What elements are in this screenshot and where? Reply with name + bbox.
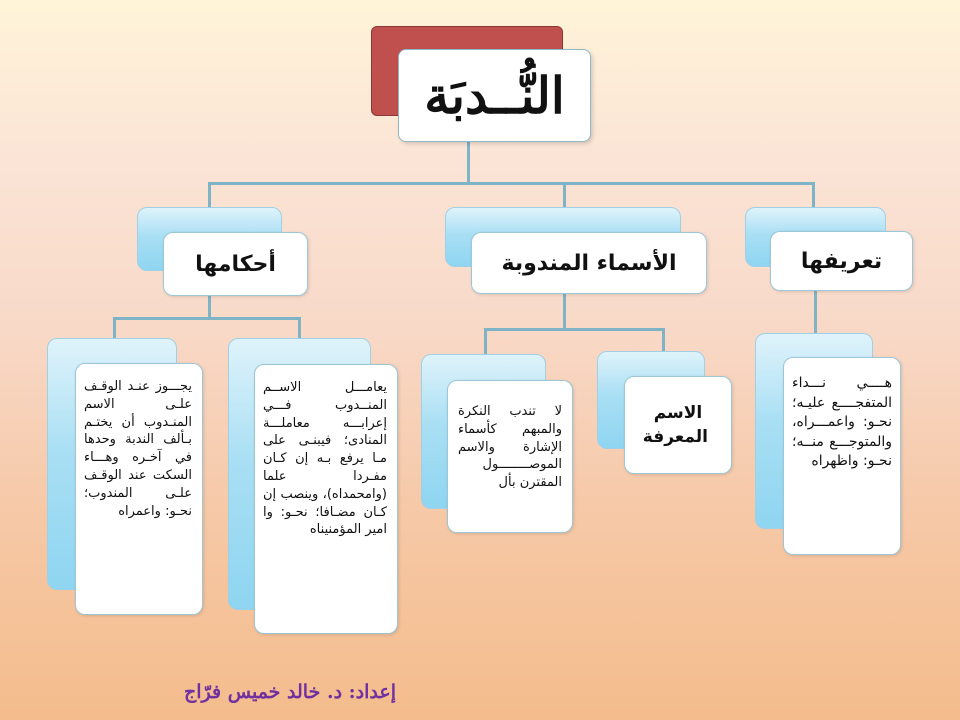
connector-main-horizontal bbox=[208, 182, 814, 185]
connector-to-not-mourned bbox=[484, 328, 487, 356]
parsing-rule-text: يعامـــل الاســم المنــدوب فـــي إعرابـــه معاملـــة المنادى؛ فيبنـى على مـا يرفع بـه إن كـان مفـردا علما (وامحمداه)، وينصب إن كـان مضـافا؛ نحـو: وا امير المؤمنيناه bbox=[263, 380, 387, 538]
rulings-label: أحكامها bbox=[195, 251, 276, 277]
rulings-node bbox=[163, 232, 308, 296]
definition-label: تعريفها bbox=[800, 248, 883, 274]
nouns-label: الأسماء المندوبة bbox=[501, 250, 677, 276]
connector-to-definite-noun bbox=[662, 328, 665, 352]
connector-to-rulings bbox=[208, 182, 211, 208]
connector-nouns-horizontal bbox=[484, 328, 664, 331]
nouns-node bbox=[471, 232, 707, 294]
not-mourned-text: لا تندب النكرة والمبهم كأسماء الإشارة والاسم الموصــــــــول المقترن بأل bbox=[458, 404, 562, 491]
not-mourned-node bbox=[447, 380, 573, 533]
connector-title-down bbox=[467, 142, 470, 184]
definition-node bbox=[770, 231, 913, 291]
pause-rule-text: يجـــوز عنـد الوقـف علـى الاسم المنـدوب أن يختـم بـألف الندبة وحدها في آخـره وهـــاء السكت عند الوقـف علـى المندوب؛ نحـو: واعمراه bbox=[84, 379, 192, 519]
definition-text: هــــي نـــداء المتفجــــع عليـه؛ نحـو: واعمـــراه، والمتوجـــع منــه؛ نحـو: واظهراه bbox=[792, 375, 892, 469]
connector-definition-down bbox=[814, 290, 817, 334]
title-box bbox=[398, 49, 591, 142]
diagram-title: النُّــدبَة bbox=[424, 66, 565, 125]
definite-noun-node bbox=[624, 376, 732, 474]
pause-rule-node bbox=[75, 363, 203, 615]
connector-rulings-horizontal bbox=[113, 317, 301, 320]
connector-to-definition bbox=[812, 182, 815, 208]
definite-noun-text: الاسم المعرفة bbox=[642, 403, 708, 447]
author-credit: إعداد: د. خالد خميس فرّاج bbox=[184, 681, 396, 703]
parsing-rule-node bbox=[254, 364, 398, 634]
connector-to-nouns bbox=[563, 182, 566, 208]
connector-nouns-down bbox=[563, 294, 566, 330]
connector-to-pause-rule bbox=[113, 317, 116, 339]
definition-text-node bbox=[783, 357, 901, 555]
connector-to-parsing-rule bbox=[298, 317, 301, 339]
